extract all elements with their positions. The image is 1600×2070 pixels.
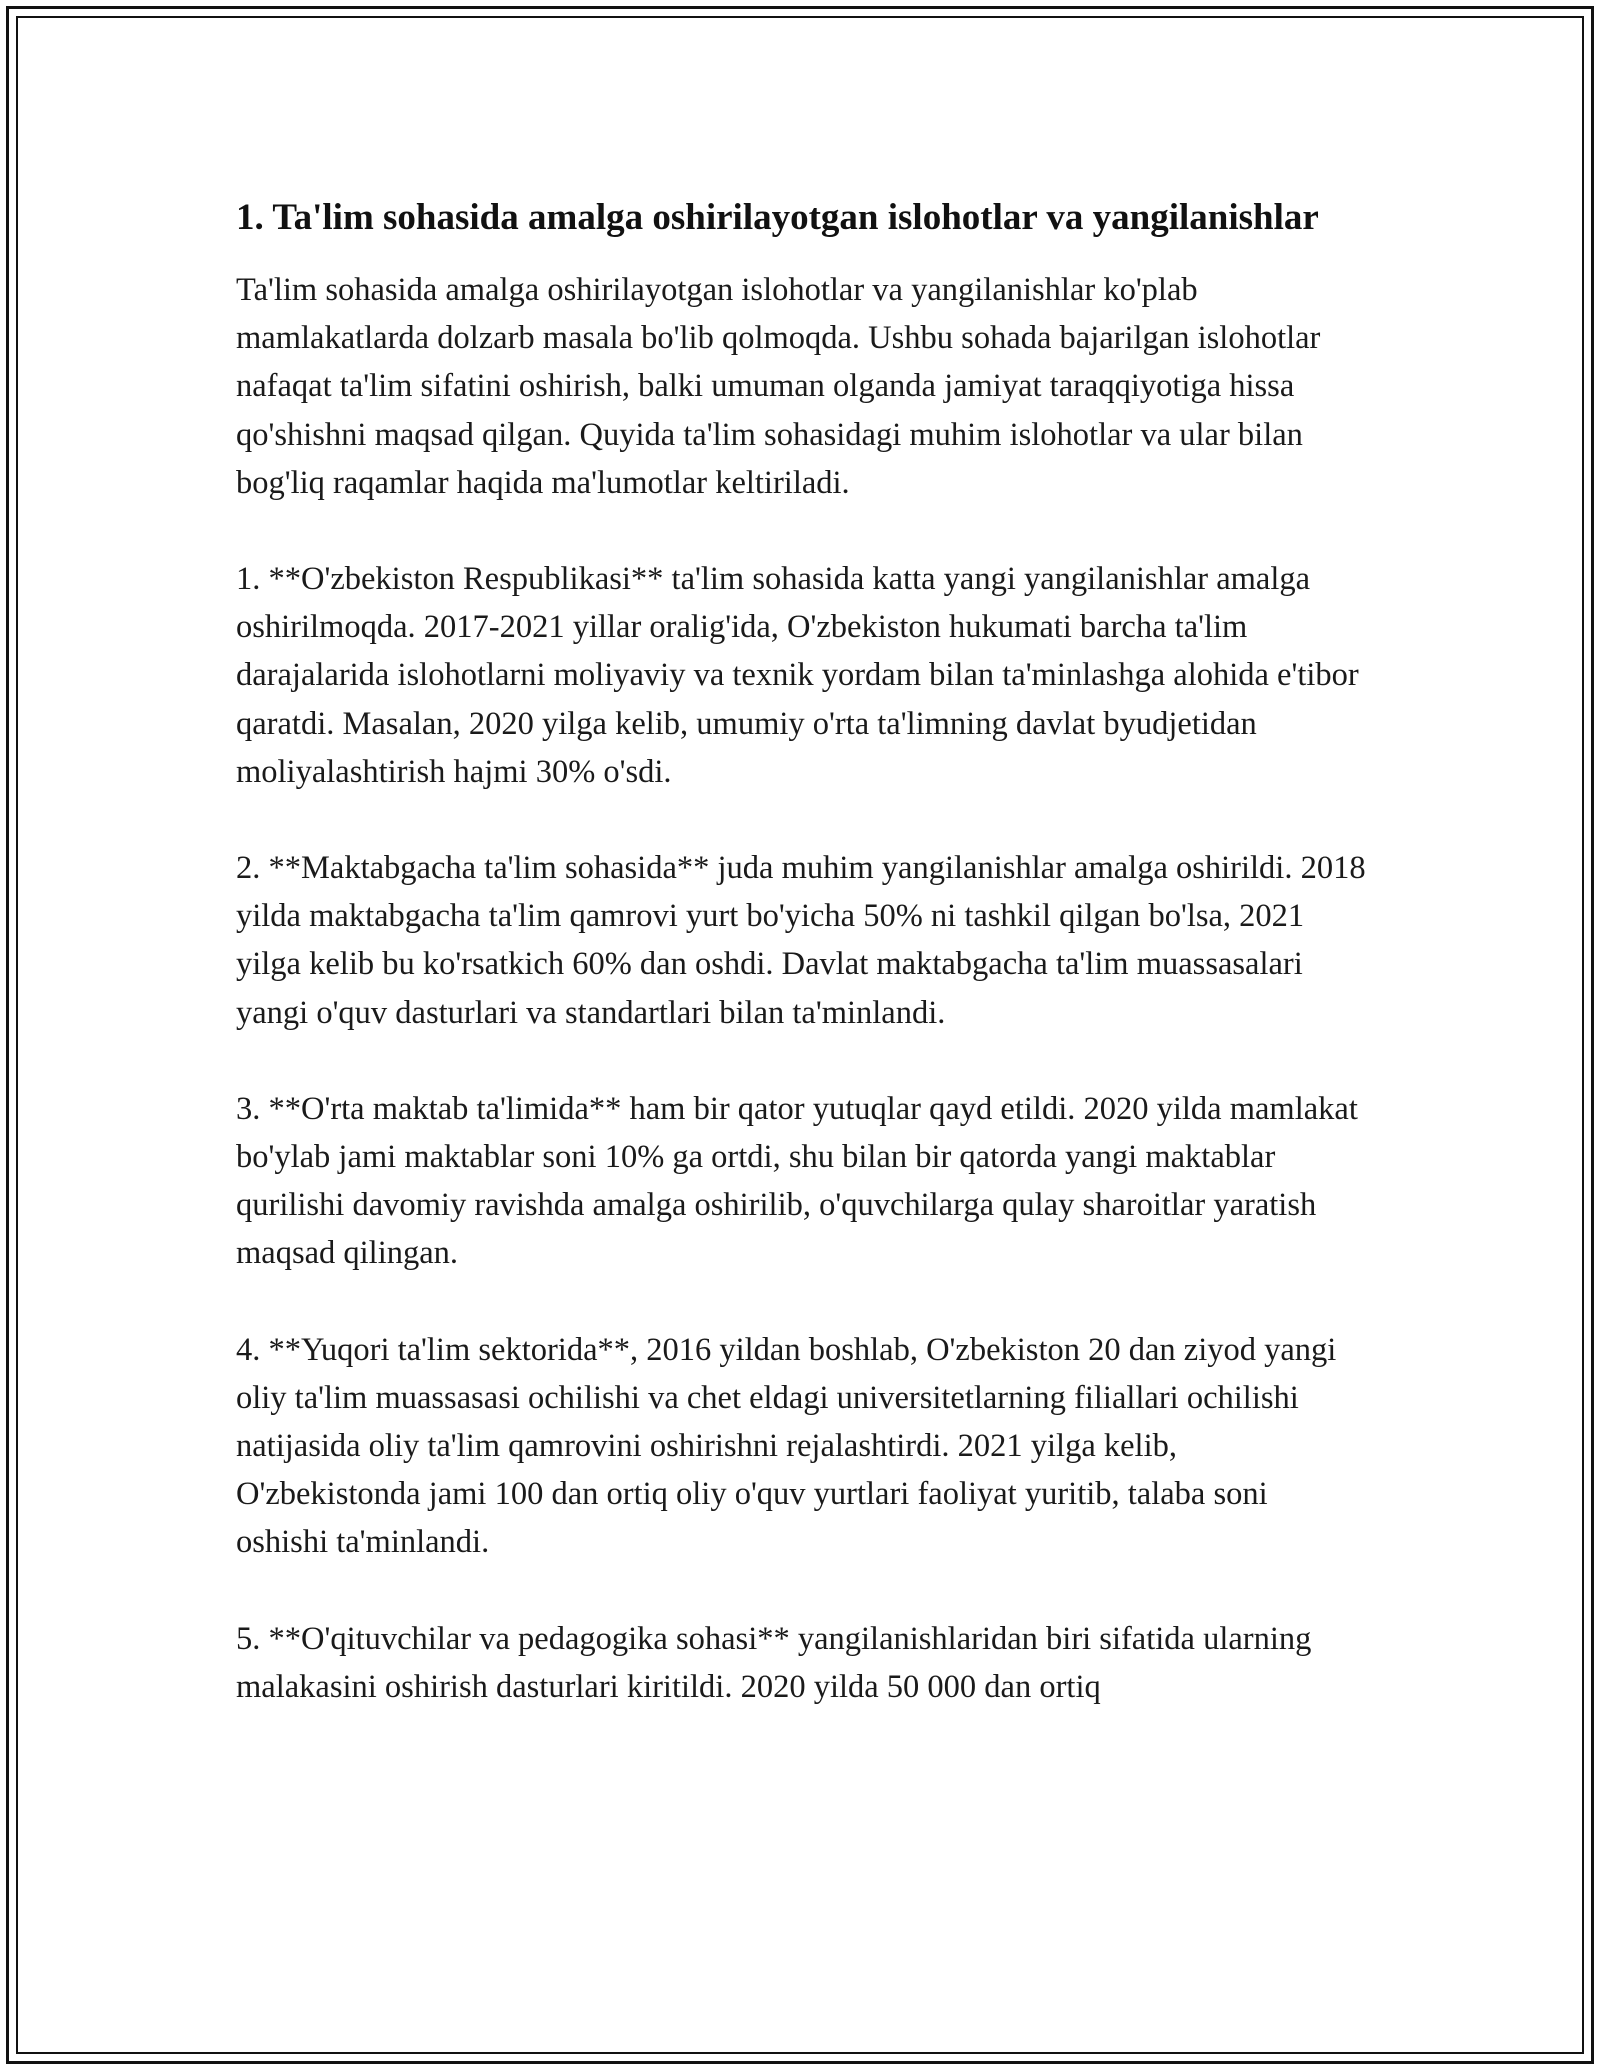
paragraph-item-3: 3. **O'rta maktab ta'limida** ham bir qator yutuqlar qayd etildi. 2020 yilda mamlakat bo'ylab jami maktablar soni 10% ga ortdi, shu bilan bir qatorda yangi maktablar qurilishi davomiy ravishda amalga oshirilib, o'quvchilarga qulay sharoitlar yaratish maqsad qilingan. [236, 1090, 1358, 1272]
document-body [236, 266, 1366, 1711]
paragraph-item-2: 2. **Maktabgacha ta'lim sohasida** juda muhim yangilanishlar amalga oshirildi. 2018 yilda maktabgacha ta'lim qamrovi yurt bo'yicha 50% ni tashkil qilgan bo'lsa, 2021 yilga kelib bu ko'rsatkich 60% dan oshdi. Davlat maktabgacha ta'lim muassasalari yangi o'quv dasturlari va standartlari bilan ta'minlandi. [236, 850, 1366, 1031]
document-page [236, 190, 1366, 1711]
paragraph-item-1: 1. **O'zbekiston Respublikasi** ta'lim sohasida katta yangi yangilanishlar amalga oshirilmoqda. 2017-2021 yillar oralig'ida, O'zbekiston hukumati barcha ta'lim darajalarida islohotlarni moliyaviy va texnik yordam bilan ta'minlashga alohida e'tibor qaratdi. Masalan, 2020 yilga kelib, umumiy o'rta ta'limning davlat byudjetidan moliyalashtirish hajmi 30% o'sdi. [236, 561, 1359, 790]
paragraph-item-5: 5. **O'qituvchilar va pedagogika sohasi** yangilanishlaridan biri sifatida ularning malakasini oshirish dasturlari kiritildi. 2020 yilda 50 000 dan ortiq [236, 1620, 1312, 1705]
intro-paragraph: Ta'lim sohasida amalga oshirilayotgan islohotlar va yangilanishlar ko'plab mamlakatlarda dolzarb masala bo'lib qolmoqda. Ushbu sohada bajarilgan islohotlar nafaqat ta'lim sifatini oshirish, balki umuman olganda jamiyat taraqqiyotiga hissa qo'shishni maqsad qilgan. Quyida ta'lim sohasidagi muhim islohotlar va ular bilan bog'liq raqamlar haqida ma'lumotlar keltiriladi. [236, 272, 1321, 501]
document-title: 1. Ta'lim sohasida amalga oshirilayotgan islohotlar va yangilanishlar [236, 197, 1319, 238]
paragraph-item-4: 4. **Yuqori ta'lim sektorida**, 2016 yildan boshlab, O'zbekiston 20 dan ziyod yangi oliy ta'lim muassasasi ochilishi va chet eldagi universitetlarning filiallari ochilishi natijasida oliy ta'lim qamrovini oshirishni rejalashtirdi. 2021 yilga kelib, O'zbekistonda jami 100 dan ortiq oliy o'quv yurtlari faoliyat yuritib, talaba soni oshishi ta'minlandi. [236, 1331, 1337, 1561]
